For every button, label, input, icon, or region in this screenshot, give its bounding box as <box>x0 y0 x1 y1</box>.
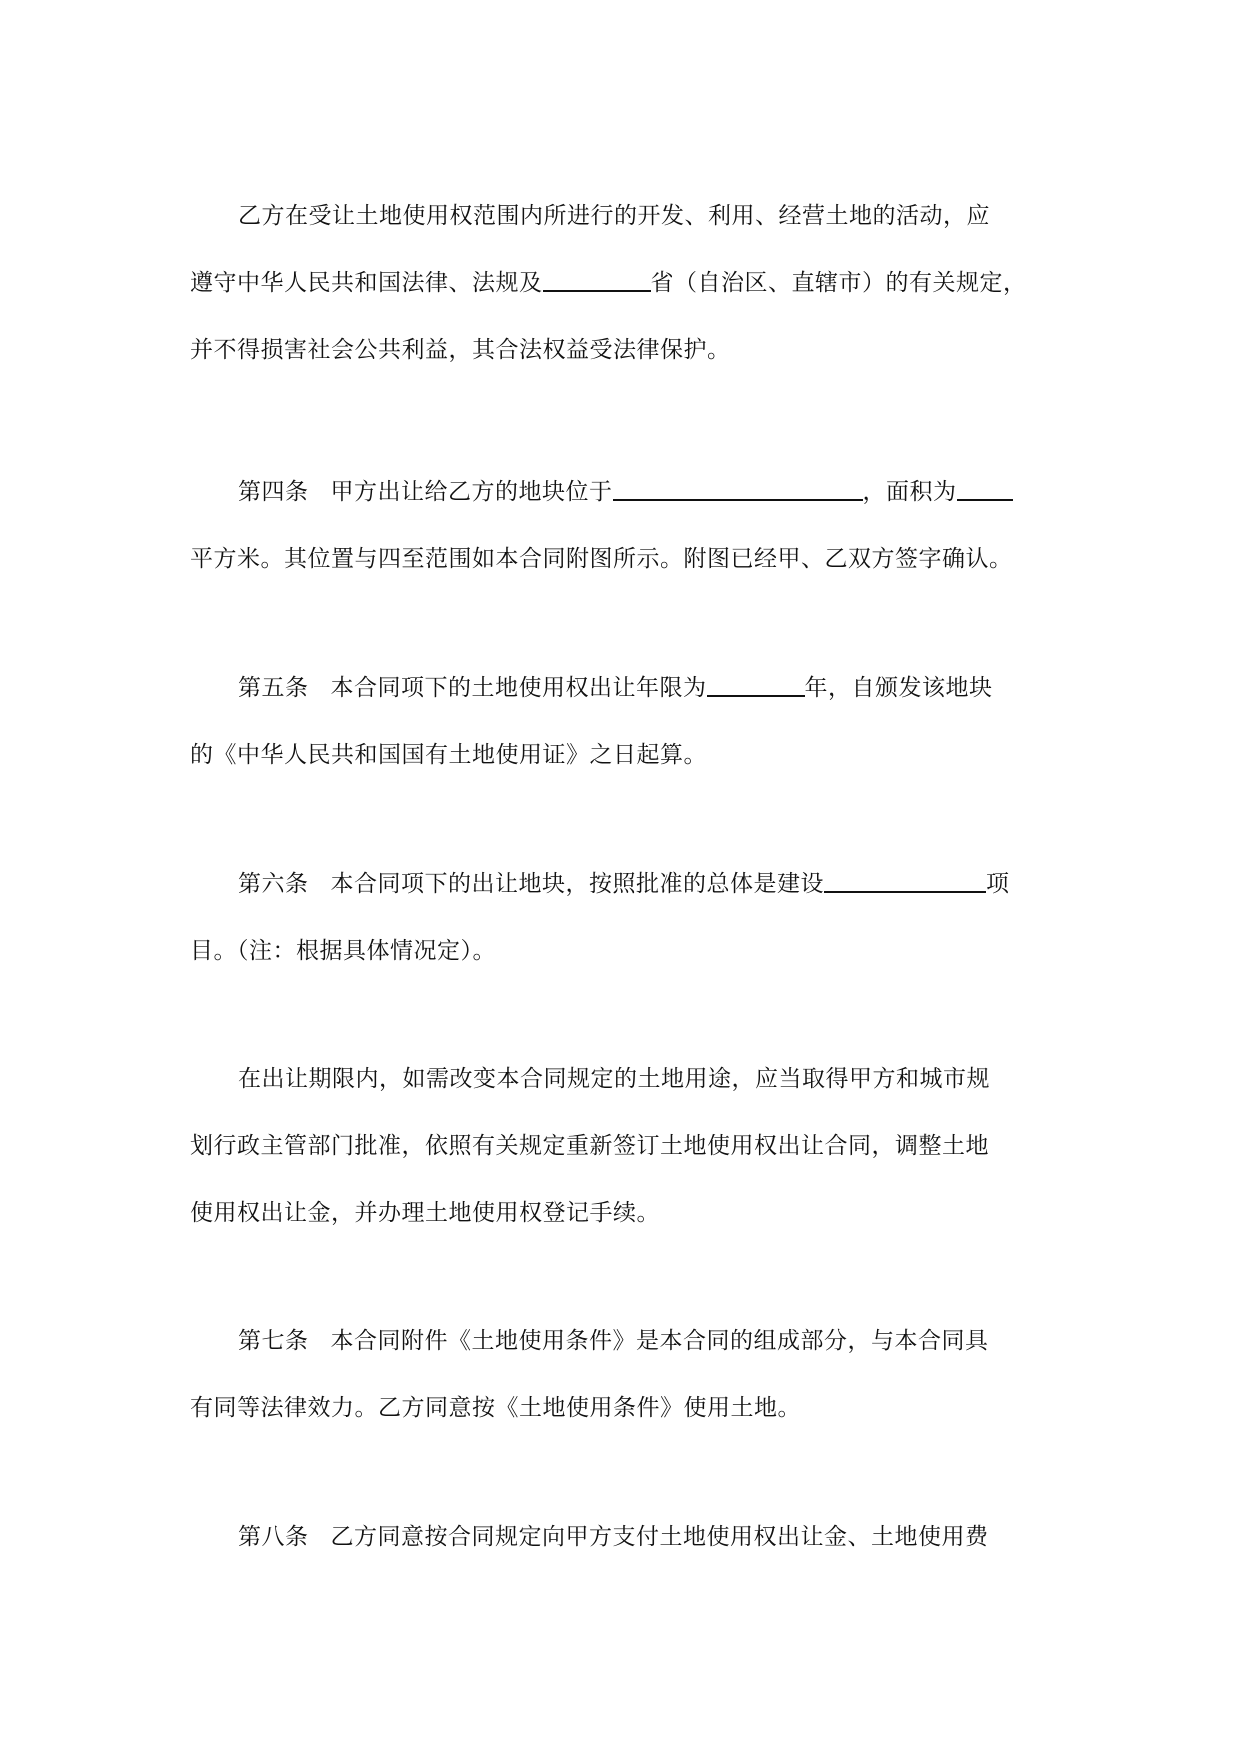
area-blank <box>957 475 1013 501</box>
line-text: 甲方出让给乙方的地块位于 <box>330 479 613 505</box>
line-text: 遵守中华人民共和国法律、法规及 <box>190 270 543 296</box>
article-5 <box>190 655 1070 789</box>
article-4 <box>190 459 1070 593</box>
paragraph-line: 在出让期限内，如需改变本合同规定的土地用途，应当取得甲方和城市规 <box>238 1066 990 1092</box>
line-text: ，面积为 <box>862 479 957 505</box>
line-text: 年，自颁发该地块 <box>804 675 993 701</box>
paragraph-line: 平方米。其位置与四至范围如本合同附图所示。附图已经甲、乙双方签字确认。 <box>190 546 1013 572</box>
article-number: 第八条 <box>238 1524 309 1550</box>
province-blank <box>543 266 651 292</box>
article-number: 第四条 <box>238 479 309 505</box>
line-text: 本合同项下的土地使用权出让年限为 <box>330 675 707 701</box>
land-location-blank <box>613 475 863 501</box>
line-text: 省（自治区、直辖市）的有关规定， <box>650 270 1027 296</box>
paragraph-line <box>190 1504 1070 1571</box>
article-number: 第五条 <box>238 675 309 701</box>
paragraph-line: 使用权出让金，并办理土地使用权登记手续。 <box>190 1200 660 1226</box>
paragraph-line <box>190 1308 1070 1375</box>
paragraph-change-of-use <box>190 1046 1070 1247</box>
paragraph-line <box>190 655 1070 722</box>
project-blank <box>824 867 986 893</box>
term-years-blank <box>707 671 805 697</box>
paragraph-line <box>190 851 1070 918</box>
paragraph-line <box>190 459 1070 526</box>
line-text: 本合同附件《土地使用条件》是本合同的组成部分，与本合同具 <box>330 1328 989 1354</box>
paragraph-land-use-obligations <box>190 183 1070 384</box>
article-number: 第七条 <box>238 1328 309 1354</box>
article-number: 第六条 <box>238 871 309 897</box>
article-8 <box>190 1504 1070 1571</box>
paragraph-line: 划行政主管部门批准，依照有关规定重新签订土地使用权出让合同，调整土地 <box>190 1133 989 1159</box>
article-7 <box>190 1308 1070 1442</box>
line-text: 乙方同意按合同规定向甲方支付土地使用权出让金、土地使用费 <box>330 1524 989 1550</box>
paragraph-line: 乙方在受让土地使用权范围内所进行的开发、利用、经营土地的活动，应 <box>238 203 990 229</box>
paragraph-line <box>190 250 1070 317</box>
line-text: 项 <box>986 871 1010 897</box>
paragraph-line: 有同等法律效力。乙方同意按《土地使用条件》使用土地。 <box>190 1395 801 1421</box>
paragraph-line: 的《中华人民共和国国有土地使用证》之日起算。 <box>190 742 707 768</box>
article-6 <box>190 851 1070 985</box>
paragraph-line: 目。（注：根据具体情况定）。 <box>190 938 496 964</box>
line-text: 本合同项下的出让地块，按照批准的总体是建设 <box>330 871 824 897</box>
paragraph-line: 并不得损害社会公共利益，其合法权益受法律保护。 <box>190 337 731 363</box>
